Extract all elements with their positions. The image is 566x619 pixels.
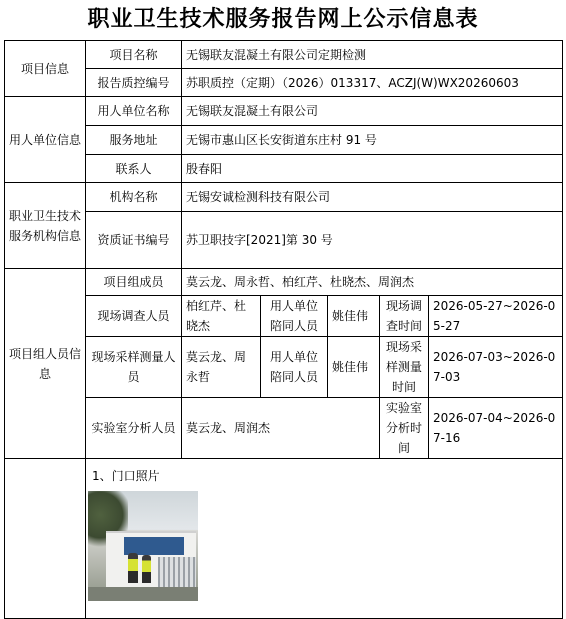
table-row [5,126,563,155]
sampling-time-value: 2026-07-03~2026-07-03 [429,337,563,398]
table-row [5,183,563,212]
certificate-value: 苏卫职技字[2021]第 30 号 [182,212,563,269]
category-project-info: 项目信息 [5,41,86,97]
category-agency-info: 职业卫生技术服务机构信息 [5,183,86,269]
agency-name-value: 无锡安诚检测科技有限公司 [182,183,563,212]
members-label: 项目组成员 [86,269,182,296]
entrance-photo [88,491,198,601]
photo-caption: 1、门口照片 [92,469,160,483]
survey-staff-value: 柏红芹、杜晓杰 [182,296,261,337]
table-row [5,269,563,296]
lab-staff-label: 实验室分析人员 [86,398,182,459]
photo-category-cell [5,459,86,619]
category-personnel-info: 项目组人员信息 [5,269,86,459]
members-value: 莫云龙、周永哲、柏红芹、杜晓杰、周润杰 [182,269,563,296]
page-title: 职业卫生技术服务报告网上公示信息表 [87,6,479,32]
table-row [5,41,563,69]
lab-time-value: 2026-07-04~2026-07-16 [429,398,563,459]
project-name-value: 无锡联友混凝土有限公司定期检测 [182,41,563,69]
table-row [5,155,563,183]
sampling-accompany-value: 姚佳伟 [328,337,380,398]
contact-label: 联系人 [86,155,182,183]
table-row [5,296,563,337]
employer-name-label: 用人单位名称 [86,97,182,126]
table-row [5,459,563,619]
sampling-staff-label: 现场采样测量人员 [86,337,182,398]
survey-accompany-label: 用人单位陪同人员 [261,296,328,337]
report-number-value: 苏职质控（定期）（2026）013317、ACZJ(W)WX20260603 [182,69,563,97]
table-row [5,212,563,269]
agency-name-label: 机构名称 [86,183,182,212]
sampling-accompany-label: 用人单位陪同人员 [261,337,328,398]
info-table [4,40,563,619]
category-employer-info: 用人单位信息 [5,97,86,183]
employer-name-value: 无锡联友混凝土有限公司 [182,97,563,126]
sampling-staff-value: 莫云龙、周永哲 [182,337,261,398]
report-number-label: 报告质控编号 [86,69,182,97]
photo-cell [86,459,563,619]
survey-time-label: 现场调查时间 [380,296,429,337]
table-row [5,97,563,126]
survey-accompany-value: 姚佳伟 [328,296,380,337]
lab-staff-value: 莫云龙、周润杰 [182,398,380,459]
table-row [5,69,563,97]
service-address-label: 服务地址 [86,126,182,155]
contact-value: 殷春阳 [182,155,563,183]
project-name-label: 项目名称 [86,41,182,69]
lab-time-label: 实验室分析时间 [380,398,429,459]
table-row [5,398,563,459]
certificate-label: 资质证书编号 [86,212,182,269]
sampling-time-label: 现场采样测量时间 [380,337,429,398]
service-address-value: 无锡市惠山区长安街道东庄村 91 号 [182,126,563,155]
survey-time-value: 2026-05-27~2026-05-27 [429,296,563,337]
table-row [5,337,563,398]
survey-staff-label: 现场调查人员 [86,296,182,337]
